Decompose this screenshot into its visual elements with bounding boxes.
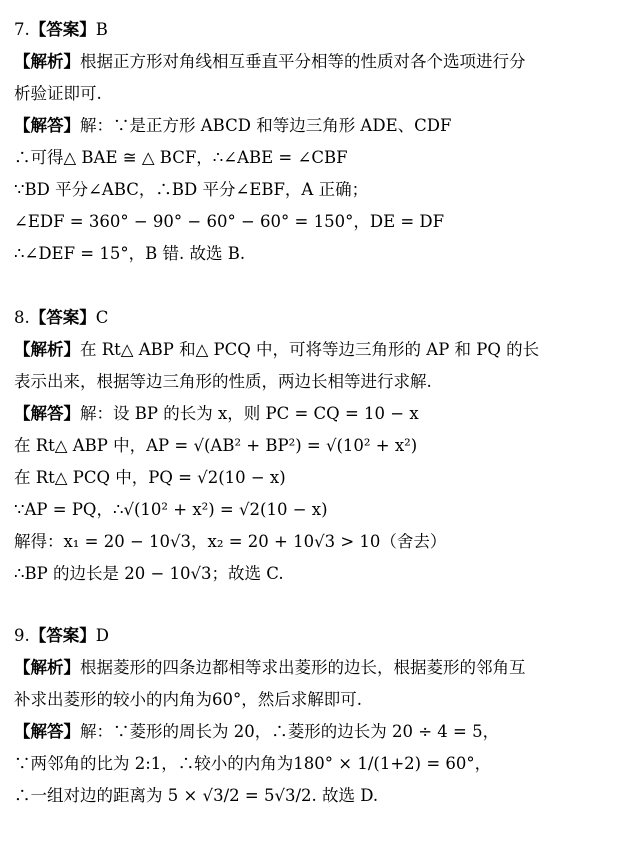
q7-analysis-line-1 bbox=[14, 46, 634, 78]
q8-answer: C bbox=[95, 308, 109, 327]
q9-analysis-tag: 【解析】 bbox=[14, 658, 80, 677]
q7-answer: B bbox=[95, 20, 108, 39]
q7-answer-tag: 【答案】 bbox=[29, 20, 96, 39]
q9-analysis-line-1 bbox=[14, 652, 634, 684]
q7-analysis-text-1: 根据正方形对角线相互垂直平分相等的性质对各个选项进行分 bbox=[80, 52, 526, 71]
q9-answer-tag: 【答案】 bbox=[29, 626, 96, 645]
q9-solution-line-2: ∵两邻角的比为 2:1，∴较小的内角为180° × 1/(1+2) = 60°， bbox=[14, 754, 492, 773]
q8-analysis-tag: 【解析】 bbox=[14, 340, 80, 359]
q9-answer: D bbox=[95, 626, 109, 645]
q8-analysis-text-1: 在 Rt△ ABP 和△ PCQ 中，可将等边三角形的 AP 和 PQ 的长 bbox=[80, 340, 540, 359]
q9-solution-line-3: ∴一组对边的距离为 5 × √3/2 = 5√3/2. 故选 D. bbox=[14, 786, 379, 805]
q8-solution-tag: 【解答】 bbox=[14, 404, 80, 423]
q8-solution-line-2: 在 Rt△ ABP 中，AP = √(AB² + BP²) = √(10² + x²) bbox=[14, 436, 418, 455]
q7-solution-line-3: ∵BD 平分∠ABC，∴BD 平分∠EBF，A 正确； bbox=[14, 180, 369, 199]
q7-analysis-tag: 【解析】 bbox=[14, 52, 80, 71]
q7-solution-tag: 【解答】 bbox=[14, 116, 80, 135]
q8-solution-line-5: 解得：x₁ = 20 − 10√3，x₂ = 20 + 10√3 > 10（舍去） bbox=[14, 532, 447, 551]
q7-number: 7. bbox=[14, 20, 30, 39]
q7-solution-line-1 bbox=[14, 110, 634, 142]
q8-solution-line-4: ∵AP = PQ，∴√(10² + x²) = √2(10 − x) bbox=[14, 500, 328, 519]
question-7 bbox=[14, 14, 634, 270]
q8-solution-text-1: 解：设 BP 的长为 x，则 PC = CQ = 10 − x bbox=[80, 404, 419, 423]
q9-solution-tag: 【解答】 bbox=[14, 722, 80, 741]
q9-number: 9. bbox=[14, 626, 30, 645]
q8-number: 8. bbox=[14, 308, 30, 327]
q8-analysis-line-1 bbox=[14, 334, 634, 366]
q8-answer-line bbox=[14, 302, 634, 334]
q7-solution-text-1: 解：∵是正方形 ABCD 和等边三角形 ADE、CDF bbox=[80, 116, 452, 135]
q9-solution-text-1: 解：∵菱形的周长为 20，∴菱形的边长为 20 ÷ 4 = 5， bbox=[80, 722, 500, 741]
q7-answer-line bbox=[14, 14, 634, 46]
q7-analysis-line-2: 析验证即可. bbox=[14, 84, 102, 103]
q8-solution-line-3: 在 Rt△ PCQ 中，PQ = √2(10 − x) bbox=[14, 468, 286, 487]
question-8 bbox=[14, 302, 634, 590]
q8-solution-line-6: ∴BP 的边长是 20 − 10√3；故选 C. bbox=[14, 564, 284, 583]
q9-analysis-line-2: 补求出菱形的较小的内角为60°，然后求解即可. bbox=[14, 690, 362, 709]
q7-solution-line-2: ∴可得△ BAE ≅ △ BCF，∴∠ABE = ∠CBF bbox=[14, 148, 348, 167]
q8-analysis-line-2: 表示出来，根据等边三角形的性质，两边长相等进行求解. bbox=[14, 372, 432, 391]
question-9 bbox=[14, 620, 634, 812]
q9-analysis-text-1: 根据菱形的四条边都相等求出菱形的边长，根据菱形的邻角互 bbox=[80, 658, 526, 677]
q9-solution-line-1 bbox=[14, 716, 634, 748]
q7-solution-line-5: ∴∠DEF = 15°，B 错. 故选 B. bbox=[14, 244, 246, 263]
q8-solution-line-1 bbox=[14, 398, 634, 430]
q8-answer-tag: 【答案】 bbox=[29, 308, 96, 327]
q7-solution-line-4: ∠EDF = 360° − 90° − 60° − 60° = 150°，DE = DF bbox=[14, 212, 445, 231]
q9-answer-line bbox=[14, 620, 634, 652]
